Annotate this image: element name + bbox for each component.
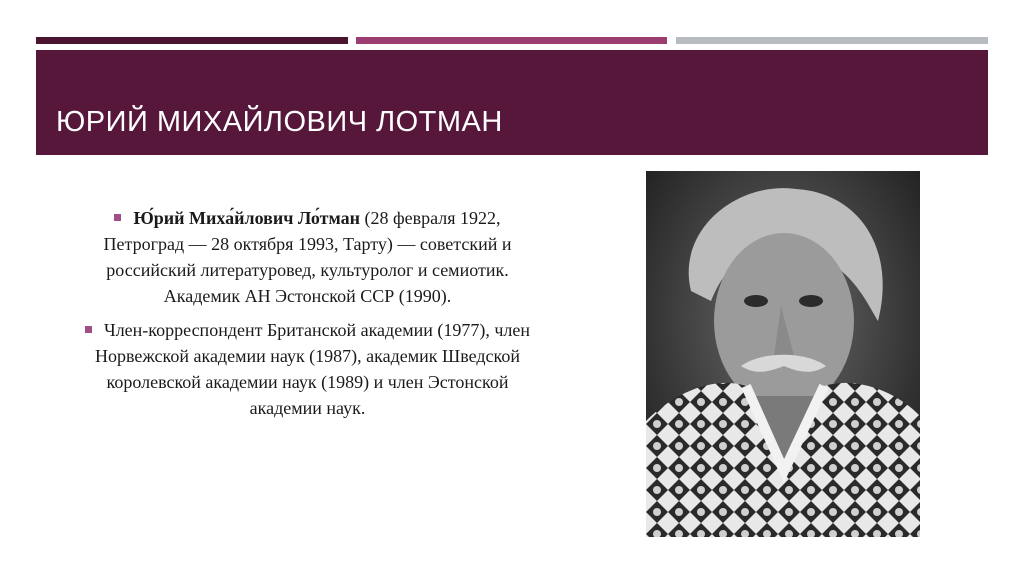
slide-title: ЮРИЙ МИХАЙЛОВИЧ ЛОТМАН bbox=[56, 106, 503, 138]
top-stripe-mid bbox=[356, 37, 667, 44]
bullet-text: (28 февраля 1922, Петроград — 28 октября 1993, Тарту) — советский и российский литературовед, культуролог и семиотик. Академик АН Эстонской ССР (1990). bbox=[103, 208, 512, 306]
portrait-photo bbox=[646, 171, 920, 537]
bullet-item-memberships bbox=[80, 317, 535, 421]
person-name: Ю́рий Миха́йлович Ло́тман bbox=[133, 208, 360, 228]
top-stripe-light bbox=[676, 37, 988, 44]
slide-body bbox=[80, 205, 535, 429]
title-band bbox=[36, 50, 988, 155]
bullet-marker-icon bbox=[114, 214, 121, 221]
bullet-marker-icon bbox=[85, 326, 92, 333]
bullet-text: Член-корреспондент Британской академии (1977), член Норвежской академии наук (1987), академик Шведской королевской академии наук (1989) и член Эстонской академии наук. bbox=[95, 320, 530, 418]
bullet-item-biography bbox=[80, 205, 535, 309]
portrait-image bbox=[646, 171, 920, 537]
top-stripe-dark bbox=[36, 37, 348, 44]
